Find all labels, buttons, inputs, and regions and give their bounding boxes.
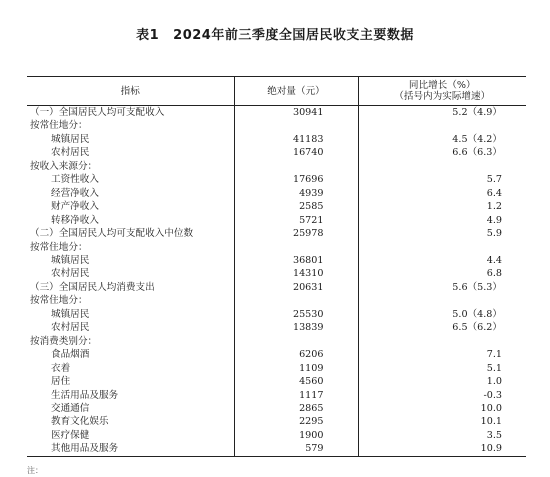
row-label: 农村居民 [27,267,234,280]
header-growth-line1: 同比增长（%） [408,80,476,91]
row-label: 按常住地分： [27,294,234,307]
row-label: （三）全国居民人均消费支出 [27,281,234,294]
table-title [0,24,550,43]
table-row [27,281,526,294]
row-value: 4560 [234,375,358,388]
row-growth: -0.3 [483,389,502,401]
row-growth: 10.0 [480,402,502,414]
row-value: 20631 [234,281,358,294]
table-row [27,362,526,375]
table-row [27,375,526,388]
row-label: 生活用品及服务 [27,389,234,402]
table-row [27,187,526,200]
row-growth: 10.9 [358,442,526,456]
row-label: 按消费类别分： [27,335,234,348]
row-growth: 4.9 [486,214,502,226]
row-growth [358,160,526,173]
table-row [27,227,526,240]
header-growth-line2: （括号内为实际增速） [394,91,491,102]
table-row [27,119,526,132]
row-growth: 5.6（5.3） [452,281,502,293]
row-label: 转移净收入 [27,214,234,227]
table-row [27,321,526,334]
row-growth: 6.6（6.3） [452,147,502,159]
row-growth: 6.8 [486,268,502,280]
header-growth [358,77,526,106]
row-value: 6206 [234,348,358,361]
row-label: 按收入来源分： [27,160,234,173]
row-growth: 4.4 [486,254,502,266]
row-growth: 10.1 [480,416,502,428]
row-label: 城镇居民 [27,254,234,267]
row-value: 5721 [234,214,358,227]
table-row [27,241,526,254]
row-label: 工资性收入 [27,173,234,186]
row-value: 36801 [234,254,358,267]
row-growth: 5.1 [486,362,502,374]
row-growth: 5.9 [486,228,502,240]
footnote: 注： [27,466,43,475]
table-row [27,429,526,442]
table-title-text: 2024年前三季度全国居民收支主要数据 [173,28,414,43]
row-value: 41183 [234,133,358,146]
table-row [27,267,526,280]
row-label: 交通通信 [27,402,234,415]
row-value [234,335,358,348]
row-label: 农村居民 [27,321,234,334]
row-value: 13839 [234,321,358,334]
row-value: 1109 [234,362,358,375]
table-row [27,308,526,321]
table-row [27,214,526,227]
row-growth: 5.7 [486,174,502,186]
row-growth: 1.2 [486,201,502,213]
table-row [27,294,526,307]
data-table [27,76,526,457]
table-header-row [27,77,526,106]
row-label: 食品烟酒 [27,348,234,361]
row-value: 14310 [234,267,358,280]
row-growth: 5.2（4.9） [452,107,502,118]
table-row [27,335,526,348]
row-value: 1900 [234,429,358,442]
row-value [234,119,358,132]
row-label: 城镇居民 [27,133,234,146]
row-label: 其他用品及服务 [27,442,234,456]
row-label: 按常住地分： [27,241,234,254]
row-value: 25978 [234,227,358,240]
row-label: 城镇居民 [27,308,234,321]
table-row [27,160,526,173]
table-row [27,402,526,415]
row-growth: 6.4 [486,187,502,199]
table-row [27,442,526,456]
row-value: 25530 [234,308,358,321]
row-label: （二）全国居民人均可支配收入中位数 [27,227,234,240]
row-value: 4939 [234,187,358,200]
table-row [27,348,526,361]
row-value: 2865 [234,402,358,415]
row-growth [358,241,526,254]
table-row [27,415,526,428]
row-growth [358,119,526,132]
row-label: 居住 [27,375,234,388]
row-label: 农村居民 [27,146,234,159]
row-value: 16740 [234,146,358,159]
table-row [27,133,526,146]
row-value: 579 [234,442,358,456]
table-row [27,106,526,120]
row-growth [358,294,526,307]
row-value [234,160,358,173]
table-row [27,200,526,213]
row-value: 17696 [234,173,358,186]
row-growth [358,335,526,348]
row-label: 按常住地分： [27,119,234,132]
row-label: 财产净收入 [27,200,234,213]
table-number: 表1 [136,28,160,43]
row-value: 2295 [234,415,358,428]
row-value: 2585 [234,200,358,213]
row-value [234,241,358,254]
row-growth: 7.1 [486,349,502,361]
table-row [27,173,526,186]
row-growth: 4.5（4.2） [452,133,502,145]
row-growth: 6.5（6.2） [452,322,502,334]
header-absolute: 绝对量（元） [234,77,358,106]
row-label: （一）全国居民人均可支配收入 [27,106,234,120]
row-growth: 5.0（4.8） [452,308,502,320]
row-label: 经营净收入 [27,187,234,200]
row-value: 30941 [234,106,358,120]
row-growth: 3.5 [486,429,502,441]
row-growth: 1.0 [486,376,502,388]
table-row [27,254,526,267]
row-label: 教育文化娱乐 [27,415,234,428]
row-value [234,294,358,307]
table-row [27,146,526,159]
row-label: 衣着 [27,362,234,375]
row-value: 1117 [234,389,358,402]
header-indicator: 指标 [27,77,234,106]
table-row [27,389,526,402]
row-label: 医疗保健 [27,429,234,442]
